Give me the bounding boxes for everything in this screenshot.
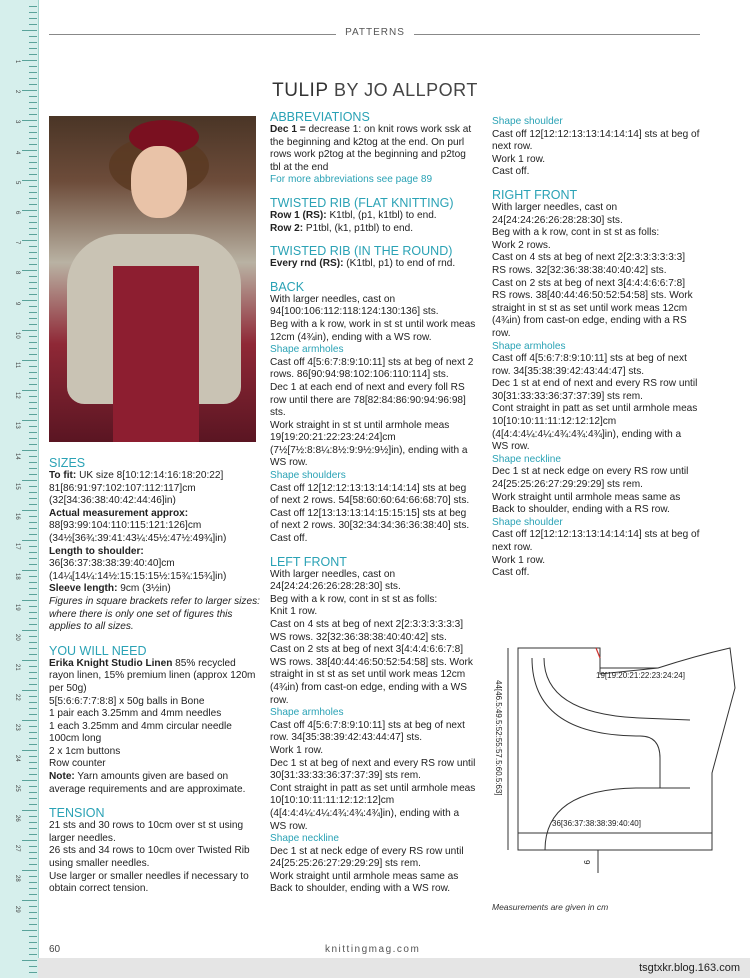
ruler-tick	[29, 822, 37, 823]
ruler-tick	[29, 534, 37, 535]
ruler-tick	[22, 480, 37, 481]
ruler-number: 4	[14, 150, 20, 154]
ruler-tick	[29, 894, 37, 895]
schematic-fold-upper	[544, 658, 690, 720]
ruler-tick	[29, 288, 37, 289]
ruler-tick	[29, 636, 37, 637]
ruler-tick	[29, 852, 37, 853]
ruler-tick	[29, 162, 37, 163]
photo-face	[131, 146, 187, 218]
ruler-tick	[29, 318, 37, 319]
ruler-tick	[29, 702, 37, 703]
ruler-tick	[29, 612, 37, 613]
ruler-tick	[29, 102, 37, 103]
ruler-tick	[29, 228, 37, 229]
ruler-tick	[22, 240, 37, 241]
ruler-number: 15	[14, 482, 20, 490]
ruler-tick	[29, 216, 37, 217]
ruler-tick	[29, 426, 37, 427]
ruler-tick	[29, 474, 37, 475]
ruler-number: 5	[14, 180, 20, 185]
tension-heading: TENSION	[49, 806, 105, 821]
ruler-number: 29	[14, 905, 20, 913]
ruler-tick	[29, 246, 37, 247]
ruler-tick	[22, 600, 37, 601]
need-note: Note: Yarn amounts given are based on average requirements and are approximate.	[49, 771, 246, 795]
ruler-tick	[29, 654, 37, 655]
ruler-tick	[22, 630, 37, 631]
ruler-tick	[22, 30, 37, 31]
ruler-tick	[29, 792, 37, 793]
ruler-tick	[29, 564, 37, 565]
tension-line: 26 sts and 34 rows to 10cm over Twisted Rib using smaller needles.	[49, 845, 250, 870]
ruler-tick	[29, 732, 37, 733]
ruler-tick	[29, 36, 37, 37]
garment-schematic	[490, 628, 740, 898]
ruler-tick	[22, 540, 37, 541]
column-middle	[270, 110, 476, 896]
ruler-tick	[29, 966, 37, 967]
column-right	[492, 116, 700, 580]
section-label: PATTERNS	[345, 27, 405, 38]
ruler-tick	[29, 336, 37, 337]
side-ruler	[0, 0, 39, 978]
designer-name: BY JO ALLPORT	[333, 80, 478, 100]
ruler-tick	[29, 192, 37, 193]
ruler-tick	[29, 42, 37, 43]
ruler-tick	[29, 198, 37, 199]
ruler-tick	[29, 348, 37, 349]
right-front-neckline: Dec 1 st at neck edge on every RS row until 24[25:25:26:27:29:29:29] sts rem. Work straight until armhole meas same as Back to shoulder, ending with a RS row.	[492, 466, 689, 516]
ruler-tick	[29, 54, 37, 55]
abbreviations-more-link[interactable]: For more abbreviations see page 89	[270, 174, 433, 186]
ruler-number: 27	[14, 845, 20, 852]
ruler-tick	[29, 12, 37, 13]
ruler-tick	[29, 684, 37, 685]
right-front-armholes-heading: Shape armholes	[492, 340, 566, 352]
ruler-tick	[29, 402, 37, 403]
ruler-tick	[29, 768, 37, 769]
ruler-tick	[29, 816, 37, 817]
ruler-number: 25	[14, 784, 20, 792]
ruler-tick	[29, 774, 37, 775]
ruler-tick	[29, 678, 37, 679]
ruler-tick	[22, 930, 37, 931]
ruler-tick	[22, 360, 37, 361]
ruler-number: 28	[14, 875, 20, 883]
ruler-tick	[29, 432, 37, 433]
header-rule-left	[49, 34, 336, 35]
ruler-tick	[29, 756, 37, 757]
ruler-tick	[29, 324, 37, 325]
column-left	[49, 450, 261, 896]
ruler-tick	[22, 420, 37, 421]
sizes-actual-value: 88[93:99:104:110:115:121:126]cm (34½[36¾:39:41:43¼:45½:47½:49¾]in)	[49, 520, 227, 544]
ruler-tick	[29, 666, 37, 667]
ruler-tick	[29, 948, 37, 949]
ruler-tick	[22, 720, 37, 721]
ruler-tick	[29, 306, 37, 307]
sizes-heading: SIZES	[49, 456, 86, 470]
ruler-tick	[22, 450, 37, 451]
ruler-tick	[29, 708, 37, 709]
back-shoulders-heading: Shape shoulders	[270, 470, 346, 482]
ruler-tick	[29, 606, 37, 607]
ruler-tick	[22, 750, 37, 751]
ruler-tick	[22, 570, 37, 571]
ruler-tick	[22, 810, 37, 811]
right-front-intro: With larger needles, cast on 24[24:24:26:26:28:28:30] sts. Beg with a k row, cont in st st as folls: Work 2 rows. Cast on 4 sts at beg of next 2[2:3:3:3:3:3:3] RS rows. 32[32:36:38:38:40:40:42] sts. Cast on 2 sts at beg of next 3[4:4:4:6:6:7:8] RS rows. 38[40:44:46:50:52:54:58] sts. Work straight in st st as set until work meas 12cm (4¾in) from cast-on edge, ending with a RS row.	[492, 201, 693, 339]
ruler-tick	[29, 642, 37, 643]
ruler-tick	[29, 78, 37, 79]
ruler-tick	[29, 912, 37, 913]
ruler-tick	[22, 150, 37, 151]
sizes-sleeve: Sleeve length: 9cm (3½in)	[49, 583, 171, 595]
ruler-tick	[29, 396, 37, 397]
ruler-tick	[29, 762, 37, 763]
rib-row-2: Row 2: P1tbl, (k1, p1tbl) to end.	[270, 222, 414, 234]
need-line: 1 each 3.25mm and 4mm circular needle 100cm long	[49, 720, 232, 745]
footer-url[interactable]: knittingmag.com	[325, 944, 421, 955]
ruler-tick	[29, 858, 37, 859]
ruler-tick	[29, 456, 37, 457]
ruler-tick	[29, 168, 37, 169]
ruler-tick	[29, 672, 37, 673]
back-shoulders: Cast off 12[12:12:13:13:14:14:14] sts at beg of next 2 rows. 54[58:60:60:64:66:68:70] sts. Cast off 12[13:13:13:14:15:15:15] sts at beg of next 2 rows. 30[32:34:34:36:36:38:40] sts. Cast off.	[270, 482, 470, 545]
page-title	[0, 80, 750, 102]
ruler-number: 13	[14, 422, 20, 430]
ruler-tick	[29, 804, 37, 805]
ruler-tick	[29, 594, 37, 595]
ruler-tick	[29, 108, 37, 109]
ruler-number: 8	[14, 271, 20, 275]
ruler-tick	[29, 528, 37, 529]
ruler-tick	[22, 180, 37, 181]
ruler-tick	[29, 864, 37, 865]
ruler-number: 7	[14, 241, 20, 245]
ruler-tick	[29, 366, 37, 367]
left-front-intro: With larger needles, cast on 24[24:24:26:26:28:28:30] sts. Beg with a k row, cont in st st as folls: Knit 1 row. Cast on 4 sts at beg of next 2[2:3:3:3:3:3:3] WS rows. 32[32:36:38:38:40:40:42] sts. Cast on 2 sts at beg of next 3[4:4:4:6:6:7:8] WS rows. 38[40:44:46:50:52:54:58] sts. Work straight in st st as set until work meas 12cm (4¾in) from cast-on edge, ending with a WS row.	[270, 568, 473, 706]
ruler-tick	[29, 66, 37, 67]
abbreviations-heading: ABBREVIATIONS	[270, 110, 370, 124]
photo-dress	[113, 266, 199, 442]
ruler-tick	[29, 114, 37, 115]
left-front-shoulder-heading: Shape shoulder	[492, 116, 563, 127]
ruler-tick	[29, 504, 37, 505]
ruler-tick	[29, 438, 37, 439]
yarn-line: Erika Knight Studio Linen 85% recycled rayon linen, 15% premium linen (approx 120m per 50g)	[49, 657, 256, 694]
ruler-number: 18	[14, 573, 20, 581]
ruler-number: 19	[14, 603, 20, 611]
ruler-tick	[22, 510, 37, 511]
back-armholes: Cast off 4[5:6:7:8:9:10:11] sts at beg of next 2 rows. 86[90:94:98:102:106:110:114] sts. Dec 1 at each end of next and every foll RS row until there are 78[82:84:86:90:94:96:98] sts. Work straight in st st until armhole meas 19[19:20:21:22:23:24:24]cm (7½[7½:8:8¼:8½:9:9½:9½]in), ending with a WS row.	[270, 356, 474, 469]
ruler-tick	[29, 48, 37, 49]
ruler-tick	[29, 486, 37, 487]
ruler-tick	[22, 900, 37, 901]
watermark-text: tsgtxkr.blog.163.com	[639, 962, 740, 974]
ruler-tick	[29, 132, 37, 133]
model-photo	[49, 116, 256, 442]
left-front-shoulder: Cast off 12[12:12:13:13:14:14:14] sts at beg of next row. Work 1 row. Cast off.	[492, 128, 700, 178]
tension-line: Use larger or smaller needles if necessary to obtain correct tension.	[49, 870, 249, 895]
ruler-tick	[29, 882, 37, 883]
ruler-number: 10	[14, 331, 20, 339]
ruler-tick	[29, 588, 37, 589]
left-front-neckline-heading: Shape neckline	[270, 833, 340, 845]
ruler-tick	[29, 354, 37, 355]
right-front-neckline-heading: Shape neckline	[492, 453, 562, 465]
sizes-to-fit: To fit: UK size 8[10:12:14:16:18:20:22] 81[86:91:97:102:107:112:117]cm (32[34:36:38:40:42:44:46]in)	[49, 470, 224, 507]
ruler-tick	[29, 558, 37, 559]
ruler-tick	[29, 174, 37, 175]
ruler-tick	[29, 516, 37, 517]
ruler-tick	[29, 846, 37, 847]
ruler-tick	[22, 660, 37, 661]
ruler-tick	[29, 624, 37, 625]
ruler-tick	[29, 144, 37, 145]
ruler-number: 21	[14, 664, 20, 671]
pattern-name: TULIP	[272, 80, 329, 101]
ruler-number: 24	[14, 754, 20, 762]
ruler-tick	[29, 714, 37, 715]
ruler-tick	[29, 726, 37, 727]
ruler-number: 17	[14, 543, 20, 550]
ruler-tick	[29, 342, 37, 343]
ruler-tick	[29, 444, 37, 445]
need-line: 1 pair each 3.25mm and 4mm needles	[49, 708, 222, 720]
ruler-tick	[22, 870, 37, 871]
right-front-armholes: Cast off 4[5:6:7:8:9:10:11] sts at beg of next row. 34[35:38:39:42:43:44:47] sts. Dec 1 st at end of next and every RS row until 30[31:33:33:36:37:37:39] sts rem. Cont straight in patt as set until armhole meas 10[10:10:11:11:12:12:12]cm (4[4:4:4¼:4¼:4¾:4¾:4¾]in), ending with a WS row.	[492, 353, 698, 453]
ruler-tick	[29, 618, 37, 619]
tension-line: 21 sts and 30 rows to 10cm over st st using larger needles.	[49, 820, 244, 844]
ruler-tick	[29, 462, 37, 463]
ruler-tick	[29, 924, 37, 925]
ruler-tick	[29, 546, 37, 547]
ruler-number: 26	[14, 815, 20, 822]
ruler-tick	[29, 408, 37, 409]
ruler-tick	[29, 942, 37, 943]
ruler-number: 22	[14, 694, 20, 701]
ruler-tick	[29, 786, 37, 787]
ruler-tick	[29, 222, 37, 223]
ruler-tick	[29, 648, 37, 649]
ruler-tick	[29, 918, 37, 919]
need-line: Row counter	[49, 758, 106, 770]
right-front-heading: RIGHT FRONT	[492, 187, 578, 202]
ruler-tick	[22, 690, 37, 691]
left-front-neckline: Dec 1 st at neck edge of every RS row until 24[25:25:26:27:29:29:29] sts rem. Work straight until armhole meas same as Back to shoulder, ending with a WS row.	[270, 845, 464, 895]
armhole-measure-label: 19[19:20:21:22:23:24:24]	[596, 671, 685, 680]
need-line: 2 x 1cm buttons	[49, 745, 121, 757]
sizes-note: Figures in square brackets refer to larger sizes: where there is only one set of figures this applies to all sizes.	[49, 595, 260, 633]
ruler-tick	[29, 258, 37, 259]
header-rule-right	[414, 34, 700, 35]
ruler-tick	[29, 828, 37, 829]
ruler-tick	[29, 372, 37, 373]
left-front-heading: LEFT FRONT	[270, 554, 347, 569]
ruler-tick	[29, 576, 37, 577]
rib-row-1: Row 1 (RS): K1tbl, (p1, k1tbl) to end.	[270, 209, 437, 221]
ruler-tick	[29, 744, 37, 745]
ruler-tick	[29, 378, 37, 379]
ruler-tick	[29, 876, 37, 877]
schematic-accent	[596, 648, 600, 658]
left-front-armholes-heading: Shape armholes	[270, 707, 344, 719]
ruler-tick	[22, 390, 37, 391]
ruler-tick	[29, 468, 37, 469]
ruler-tick	[29, 138, 37, 139]
back-heading: BACK	[270, 279, 305, 294]
ruler-tick	[29, 156, 37, 157]
ruler-number: 9	[14, 301, 20, 305]
height-measure-label: 44[46.5:49.5:52:55:57.5:60.5:63]	[494, 680, 503, 796]
ruler-tick	[29, 6, 37, 7]
ruler-tick	[29, 954, 37, 955]
ruler-tick	[29, 936, 37, 937]
ruler-number: 23	[14, 724, 20, 732]
right-front-shoulder-heading: Shape shoulder	[492, 516, 563, 528]
ruler-number: 14	[14, 452, 20, 460]
ruler-number: 2	[14, 90, 20, 94]
abbreviation-dec: Dec 1 = decrease 1: on knit rows work ssk at the beginning and k2tog at the end. On purl rows work p2tog at the beginning and p2tog tbl at the end	[270, 124, 472, 173]
ruler-number: 1	[14, 60, 20, 64]
ruler-number: 20	[14, 633, 20, 641]
ruler-tick	[29, 384, 37, 385]
ruler-tick	[29, 72, 37, 73]
you-will-need-heading: YOU WILL NEED	[49, 643, 147, 658]
ruler-tick	[22, 780, 37, 781]
ruler-tick	[29, 738, 37, 739]
left-front-armholes: Cast off 4[5:6:7:8:9:10:11] sts at beg of next row. 34[35:38:39:42:43:44:47] sts. Work 1 row. Dec 1 st at beg of next and every RS row until 30[31:33:33:36:37:37:39] sts rem. Cont straight in patt as set until armhole meas 10[10:10:11:11:12:12:12]cm (4[4:4:4¼:4¼:4¾:4¾:4¾]in), ending with a WS row.	[270, 719, 476, 832]
diagram-caption: Measurements are given in cm	[492, 902, 609, 912]
ruler-tick	[22, 330, 37, 331]
ruler-tick	[29, 186, 37, 187]
ruler-tick	[29, 972, 37, 973]
ruler-tick	[29, 552, 37, 553]
ruler-tick	[22, 270, 37, 271]
page-number: 60	[49, 944, 61, 955]
twisted-rib-flat-heading: TWISTED RIB (FLAT KNITTING)	[270, 195, 454, 210]
ruler-tick	[29, 312, 37, 313]
need-line: 5[5:6:6:7:7:8:8] x 50g balls in Bone	[49, 695, 205, 707]
ruler-tick	[29, 522, 37, 523]
ruler-tick	[29, 126, 37, 127]
ruler-number: 6	[14, 211, 20, 215]
ruler-tick	[29, 18, 37, 19]
ruler-tick	[29, 798, 37, 799]
cuff-measure-label: 9	[582, 860, 591, 865]
ruler-tick	[22, 300, 37, 301]
ruler-tick	[29, 24, 37, 25]
ruler-tick	[29, 276, 37, 277]
ruler-tick	[22, 840, 37, 841]
sizes-actual-label: Actual measurement approx:	[49, 507, 189, 519]
ruler-tick	[29, 834, 37, 835]
ruler-tick	[29, 696, 37, 697]
ruler-tick	[29, 498, 37, 499]
ruler-number: 16	[14, 513, 20, 520]
ruler-tick	[29, 582, 37, 583]
ruler-tick	[29, 264, 37, 265]
right-front-shoulder: Cast off 12[12:12:13:13:14:14:14] sts at beg of next row. Work 1 row. Cast off.	[492, 529, 700, 579]
twisted-rib-round-heading: TWISTED RIB (IN THE ROUND)	[270, 244, 453, 259]
ruler-tick	[22, 120, 37, 121]
back-intro: With larger needles, cast on 94[100:106:112:118:124:130:136] sts. Beg with a k row, work in st st until work meas 12cm (4¾in), ending with a WS row.	[270, 293, 476, 343]
ruler-number: 3	[14, 120, 20, 124]
sizes-length: Length to shoulder: 36[36:37:38:38:39:40:40]cm (14¼[14¼:14½:15:15:15½:15¾:15¾]in)	[49, 545, 227, 582]
ruler-tick	[29, 888, 37, 889]
ruler-tick	[22, 960, 37, 961]
ruler-tick	[29, 204, 37, 205]
back-armholes-heading: Shape armholes	[270, 344, 344, 356]
ruler-number: 12	[14, 392, 20, 399]
ruler-tick	[29, 906, 37, 907]
ruler-tick	[22, 210, 37, 211]
ruler-tick	[29, 492, 37, 493]
ruler-tick	[29, 282, 37, 283]
ruler-tick	[29, 252, 37, 253]
ruler-tick	[29, 294, 37, 295]
ruler-tick	[29, 414, 37, 415]
ruler-tick	[29, 234, 37, 235]
ruler-tick	[22, 60, 37, 61]
ruler-number: 11	[14, 362, 20, 369]
rib-every-round: Every rnd (RS): (K1tbl, p1) to end of rnd.	[270, 258, 456, 270]
width-measure-label: 36[36:37:38:38:39:40:40]	[552, 819, 641, 828]
